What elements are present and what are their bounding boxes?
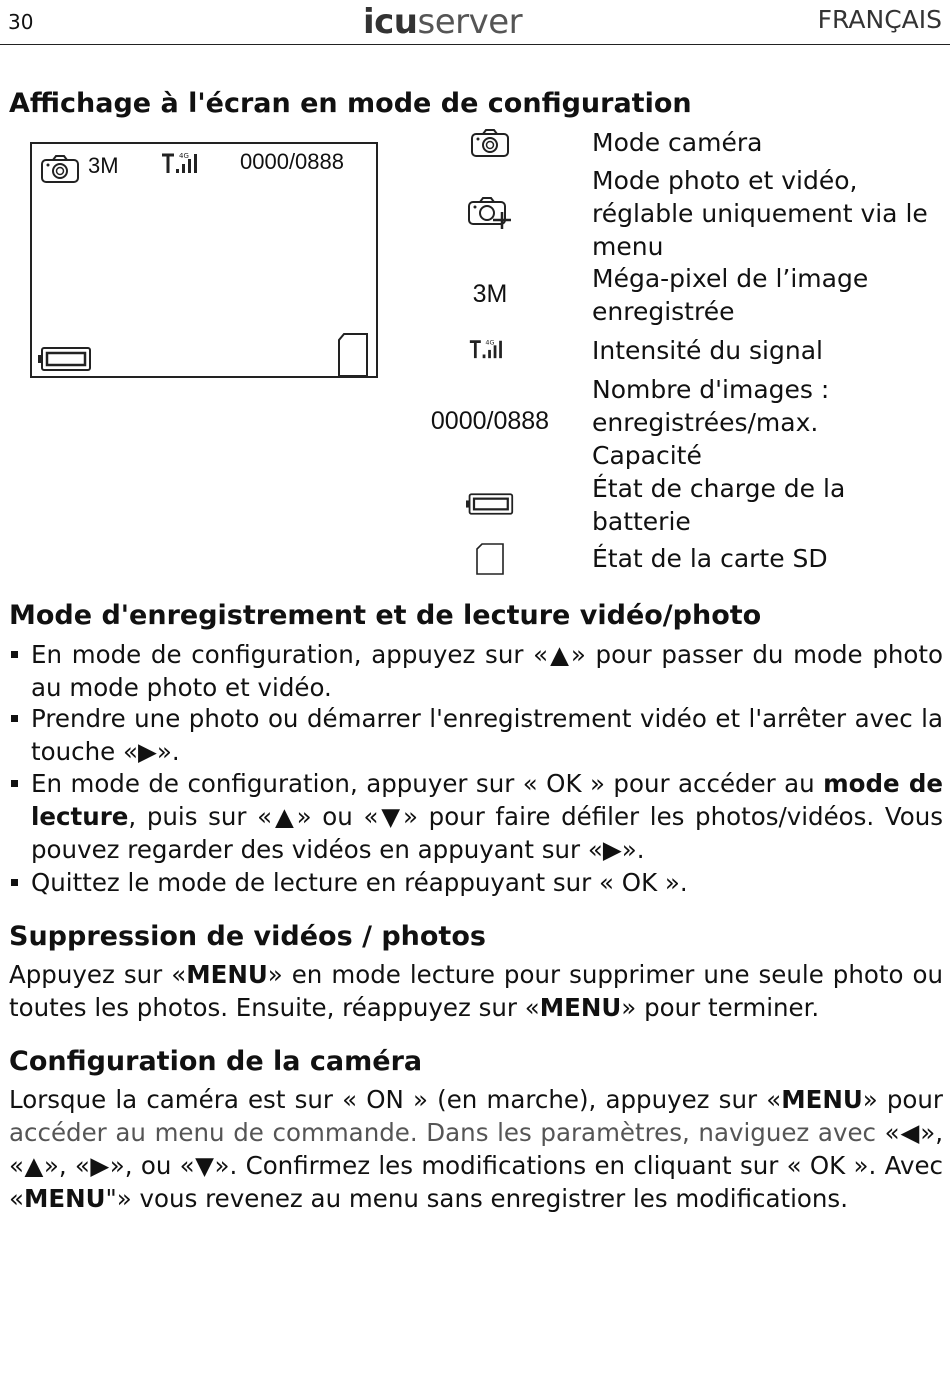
list-item: Prendre une photo ou démarrer l'enregistrement vidéo et l'arrêter avec la touche «▶». (9, 702, 943, 768)
camera-icon (470, 128, 510, 158)
svg-text:4G: 4G (485, 338, 495, 347)
sd-card-icon (475, 542, 505, 576)
legend-text: Mode caméra (592, 128, 763, 157)
signal-icon (468, 336, 512, 362)
signal-icon (160, 149, 208, 177)
battery-icon (38, 346, 92, 372)
delete-paragraph: Appuyez sur «MENU» en mode lecture pour supprimer une seule photo ou toutes les photos. Ensuite, réappuyez sur «MENU» pour terminer. (9, 960, 943, 1022)
section-title-record-playback: Mode d'enregistrement et de lecture vidéo/photo (9, 600, 762, 631)
legend-text: Nombre d'images : enregistrées/max. Capacité (592, 375, 830, 470)
legend-text: Mode photo et vidéo, réglable uniquement via le menu (592, 166, 928, 261)
legend-row-sd-card (420, 542, 940, 578)
section-title-camera-config: Configuration de la caméra (9, 1046, 423, 1077)
brand-logo (363, 2, 522, 42)
legend-row-camera (420, 126, 940, 160)
section-title-delete: Suppression de vidéos / photos (9, 921, 486, 952)
battery-icon (466, 492, 514, 516)
megapixel-label: 3M (472, 280, 508, 308)
legend-text: État de charge de la batterie (592, 474, 846, 536)
page-header (0, 0, 950, 45)
list-item: En mode de configuration, appuyer sur « OK » pour accéder au mode de lecture, puis sur «▲» ou «▼» pour faire défiler les photos/vidéos. Vous pouvez regarder des vidéos en appuyant sur «▶». (9, 767, 943, 866)
legend-text: Méga-pixel de l’image enregistrée (592, 264, 869, 326)
legend-row-battery (420, 472, 940, 540)
legend-row-counter (420, 373, 940, 473)
logo-bold: icu (363, 2, 418, 42)
sd-card-icon (336, 332, 370, 378)
legend-row-signal (420, 334, 940, 368)
counter-label: 0000/0888 (430, 407, 550, 435)
camera-icon (40, 154, 80, 184)
photo-video-icon (467, 196, 513, 230)
language-label: FRANÇAIS (817, 5, 942, 34)
list-item: En mode de configuration, appuyez sur «▲» pour passer du mode photo au mode photo et vidéo. (9, 638, 943, 704)
up-arrow-icon: ▲ (272, 802, 297, 831)
legend-row-megapixel (420, 262, 940, 330)
config-paragraph: Lorsque la caméra est sur « ON » (en marche), appuyez sur «MENU» pour accéder au menu de commande. Dans les paramètres, naviguez avec «◀», «▲», «▶», ou «▼». Confirmez les modifications en cliquant sur « OK ». Avec «MENU"» vous revenez au menu sans enregistrer les modifications. (9, 1085, 944, 1213)
down-arrow-icon: ▼ (378, 802, 404, 831)
display-screen-illustration (30, 142, 378, 378)
legend-text: Intensité du signal (592, 336, 823, 365)
legend-text: État de la carte SD (592, 544, 828, 573)
legend-row-photo-video (420, 164, 940, 264)
logo-rest: server (417, 2, 523, 42)
section-title-display: Affichage à l'écran en mode de configuration (9, 88, 692, 119)
list-item: Quittez le mode de lecture en réappuyant sur « OK ». (9, 866, 943, 899)
up-arrow-icon: ▲ (548, 640, 571, 669)
right-arrow-icon: ▶ (137, 737, 157, 766)
right-arrow-icon: ▶ (602, 835, 622, 864)
svg-text:4G: 4G (179, 152, 189, 160)
screen-megapixel: 3M (88, 153, 119, 178)
screen-counter: 0000/0888 (240, 149, 344, 174)
page-number: 30 (8, 10, 34, 34)
